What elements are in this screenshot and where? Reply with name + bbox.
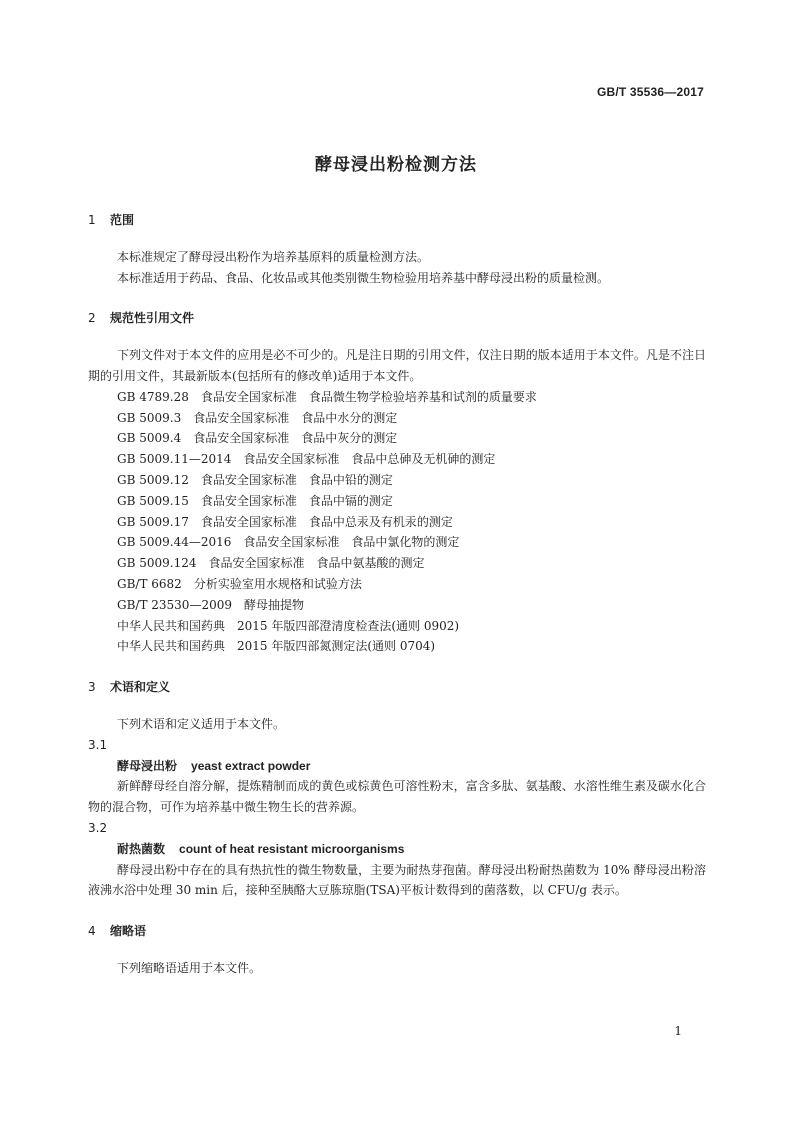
reference-title: 食品安全国家标准 食品中水分的测定 (193, 410, 398, 425)
section-3-heading (88, 677, 706, 698)
document-title: 酵母浸出粉检测方法 (315, 155, 477, 175)
paragraph: 下列文件对于本文件的应用是必不可少的。凡是注日期的引用文件，仅注日期的版本适用于本文件。凡是不注日期的引用文件，其最新版本(包括所有的修改单)适用于本文件。 (88, 348, 706, 383)
reference-code: GB/T 6682 (117, 576, 182, 591)
reference-title: 食品安全国家标准 食品中灰分的测定 (193, 431, 398, 446)
term-definition: 新鲜酵母经自溶分解，提炼精制而成的黄色或棕黄色可溶性粉末，富含多肽、氨基酸、水溶性维生素及碳水化合物的混合物，可作为培养基中微生物生长的营养源。 (88, 779, 706, 815)
reference-item (88, 387, 706, 408)
reference-item (88, 408, 706, 429)
term-heading (88, 839, 706, 860)
reference-list (88, 387, 706, 657)
reference-title: 食品安全国家标准 食品中镉的测定 (200, 493, 393, 508)
reference-code: GB 5009.3 (117, 410, 182, 425)
term-heading (88, 756, 706, 777)
reference-item (88, 491, 706, 512)
reference-code: GB 5009.12 (117, 472, 189, 487)
term-number: 3.1 (88, 737, 108, 752)
reference-item (88, 595, 706, 616)
reference-code: GB 5009.11—2014 (117, 452, 232, 467)
section-1-heading (88, 210, 706, 231)
section-4-heading (88, 921, 706, 942)
reference-code: GB 4789.28 (117, 389, 189, 404)
term-en: yeast extract powder (191, 758, 311, 773)
term-definition: 酵母浸出粉中存在的具有热抗性的微生物数量，主要为耐热芽孢菌。酵母浸出粉耐热菌数为 10% 酵母浸出粉溶液沸水浴中处理 30 min 后，接种至胰酪大豆胨琼脂(TSA)平板计数得到的菌落数，以 CFU/g 表示。 (88, 862, 706, 898)
reference-title: 酵母抽提物 (243, 597, 304, 612)
reference-item (88, 574, 706, 595)
section-title: 术语和定义 (110, 680, 171, 695)
standard-code: GB/T 35536—2017 (596, 85, 704, 99)
reference-title: 食品安全国家标准 食品中氨基酸的测定 (208, 556, 425, 571)
reference-code: 中华人民共和国药典 (117, 639, 226, 654)
reference-code: GB/T 23530—2009 (117, 597, 232, 612)
section-title: 范围 (110, 213, 135, 227)
reference-item (88, 532, 706, 553)
reference-item (88, 512, 706, 533)
reference-item (88, 449, 706, 470)
term-zh: 耐热菌数 (117, 841, 166, 856)
section-title: 规范性引用文件 (110, 311, 195, 326)
reference-item (88, 636, 706, 657)
document-body (88, 210, 706, 979)
reference-code: GB 5009.15 (117, 493, 189, 508)
reference-title: 分析实验室用水规格和试验方法 (193, 576, 362, 591)
reference-code: GB 5009.124 (117, 556, 197, 571)
reference-item (88, 616, 706, 637)
reference-title: 食品安全国家标准 食品微生物学检验培养基和试剂的质量要求 (200, 389, 537, 404)
reference-item (88, 428, 706, 449)
reference-code: GB 5009.4 (117, 431, 182, 446)
reference-code: GB 5009.44—2016 (117, 535, 232, 550)
section-number: 1 (88, 213, 96, 227)
paragraph: 本标准适用于药品、食品、化妆品或其他类别微生物检验用培养基中酵母浸出粉的质量检测。 (117, 270, 610, 285)
reference-title: 2015 年版四部澄清度检查法(通则 0902) (237, 618, 460, 633)
section-number: 3 (88, 680, 96, 695)
page-number: 1 (674, 1024, 682, 1038)
section-2-heading (88, 308, 706, 329)
reference-code: 中华人民共和国药典 (117, 618, 226, 633)
term-en: count of heat resistant microorganisms (179, 841, 405, 856)
reference-item (88, 470, 706, 491)
section-title: 缩略语 (110, 924, 147, 939)
paragraph: 本标准规定了酵母浸出粉作为培养基原料的质量检测方法。 (117, 249, 430, 264)
reference-title: 食品安全国家标准 食品中总汞及有机汞的测定 (200, 514, 453, 529)
term-number: 3.2 (88, 820, 108, 835)
term-zh: 酵母浸出粉 (117, 758, 178, 773)
paragraph: 下列缩略语适用于本文件。 (117, 960, 262, 975)
section-number: 4 (88, 924, 96, 939)
reference-code: GB 5009.17 (117, 514, 189, 529)
reference-title: 食品安全国家标准 食品中总砷及无机砷的测定 (243, 452, 496, 467)
reference-item (88, 553, 706, 574)
reference-title: 食品安全国家标准 食品中铅的测定 (200, 472, 393, 487)
section-number: 2 (88, 311, 96, 326)
reference-title: 食品安全国家标准 食品中氯化物的测定 (243, 535, 460, 550)
paragraph: 下列术语和定义适用于本文件。 (117, 716, 286, 731)
reference-title: 2015 年版四部氮测定法(通则 0704) (237, 639, 436, 654)
